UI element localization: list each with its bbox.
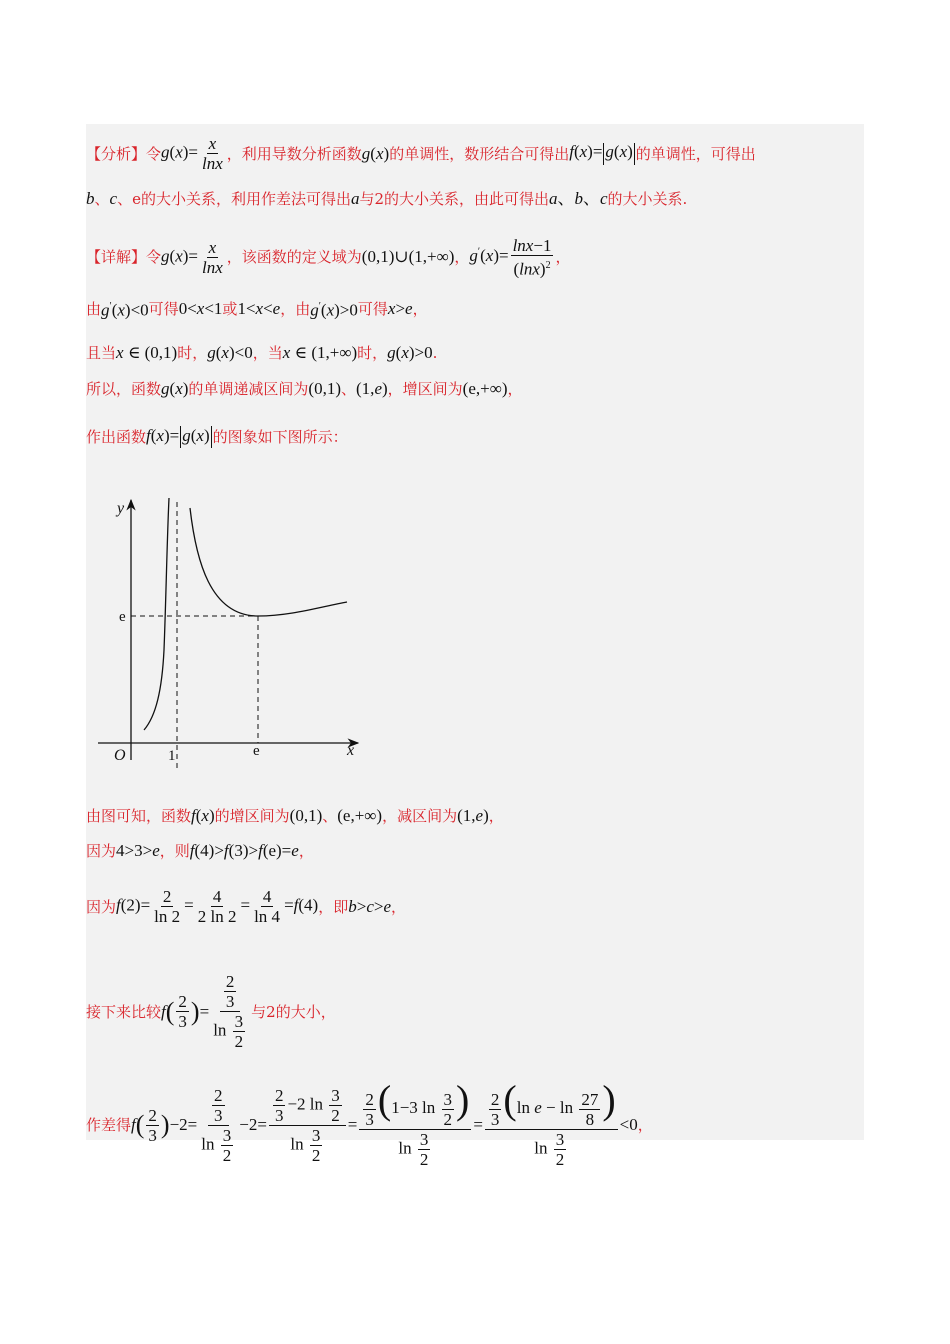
inc-text-4: ，减区间为: [382, 807, 458, 825]
analysis-text-6: 、e的大小关系，利用作差法可得出: [117, 190, 351, 208]
math-dec-2: (1,e): [356, 379, 388, 398]
analysis-text-5: 、: [94, 190, 110, 208]
difference-line: [86, 1077, 653, 1169]
sign-text-5: .: [432, 344, 438, 362]
math-range-3: x>e: [387, 298, 413, 318]
because2-text-2: ，即: [318, 897, 349, 916]
compare-text-1: 接下来比较: [86, 1002, 162, 1021]
math-b: b: [86, 189, 95, 208]
math-domain: (0,1)∪(1,+∞): [361, 247, 455, 267]
detail-text-4: ，: [555, 248, 571, 267]
deriv-text-5: 可得: [357, 299, 388, 318]
function-graph: [90, 490, 370, 775]
math-gx: g(x): [361, 143, 390, 163]
mono-text-5: ，: [507, 380, 523, 398]
deriv-text-4: ，由: [280, 299, 311, 318]
math-interval-2: x ∈ (1,+∞): [282, 343, 358, 362]
math-inc-1: (0,1): [289, 806, 323, 825]
math-f2-chain: f(2)= $\frac{2}{\ln 2}$ = $\frac{4}{2 \ln 2}$ = $\frac{4}{\ln 4}$ =f(4): [116, 887, 319, 926]
math-inc-2: (e,+∞): [337, 806, 383, 825]
diff-text-2: ，: [637, 1116, 653, 1135]
math-f-abs-2: f(x)= g(x): [146, 426, 213, 448]
math-g-neg: g(x)<0: [207, 343, 253, 362]
sign-text-4: 时，: [357, 344, 388, 362]
analysis-text-8: 的大小关系.: [607, 190, 688, 208]
mono-text-1: 所以，函数: [86, 380, 162, 398]
math-deriv-pos: g′(x)>0: [310, 300, 358, 320]
math-f-two-thirds: f ( 2 3 ) = $\frac{2}{3}$ ln $\frac{3}{2}$: [161, 972, 244, 1051]
detail-line-1: [86, 236, 570, 279]
tick-label-1: 1: [168, 748, 176, 764]
because1-text-2: ，则: [159, 842, 190, 860]
math-c: c: [109, 189, 118, 208]
math-g-def: g(x)= $\frac{x}{\ln x}$: [161, 134, 223, 173]
math-a: a: [350, 189, 360, 208]
math-g-pos: g(x)>0: [387, 343, 433, 362]
origin-label: O: [114, 747, 126, 764]
curve-left-branch: [144, 498, 169, 730]
detail-text-1: 令: [146, 248, 162, 267]
math-difference: f ( 2 3 ) −2= $\frac{2}{3}$ ln $\frac{3}{2}$ −2= $\frac{2}{3}$ −2 ln $\frac{3}{2}$ ln $\frac{3}{2}$ = $\frac{2}{3}$ (1−3 ln $\frac{3}{2}$ ) ln $\frac{3}{2}$ = $\frac{2}{3}$ (ln e − ln $\frac{27}{8}$ ) ln $\frac{3}{2}$ <0: [131, 1077, 638, 1169]
because1-text-3: ，: [298, 842, 314, 860]
tick-label-e-x: e: [253, 743, 260, 759]
math-f-abs: f(x)= g(x): [569, 142, 636, 164]
deriv-text-2: 可得: [148, 299, 179, 318]
math-derivative: g′(x)= $\frac{\ln x-1}{(\ln x)^2}$: [469, 236, 552, 279]
inc-text-2: 的增区间为: [214, 807, 290, 825]
because2-text-1: 因为: [86, 897, 117, 916]
compare-line: [86, 972, 336, 1051]
analysis-text-7: 与2的大小关系，由此可得出: [359, 190, 549, 208]
plot-intro-line: [86, 426, 348, 448]
curve-right-branch: [190, 508, 347, 616]
sign-text-3: ，当: [252, 344, 283, 362]
analysis-text-4: 的单调性，可得出: [635, 144, 756, 163]
math-ineq-1: 4>3>e: [116, 841, 160, 860]
sign-text-1: 且当: [86, 344, 117, 362]
math-dec-3: (1,e): [457, 806, 489, 825]
because-line-1: [86, 841, 314, 861]
inc-text-5: ，: [488, 807, 504, 825]
analysis-text-2: ，利用导数分析函数: [226, 144, 362, 163]
math-inc: (e,+∞): [462, 379, 508, 398]
mono-text-2: 的单调递减区间为: [188, 380, 309, 398]
math-range-2: 1<x<e: [237, 298, 281, 318]
detail-text-3: ，: [454, 248, 470, 267]
increase-line: [86, 806, 504, 826]
monotone-line: [86, 379, 523, 399]
math-ineq-3: b>c>e: [348, 896, 392, 916]
mono-text-4: ，增区间为: [387, 380, 463, 398]
because2-text-3: ，: [391, 897, 407, 916]
plot-text-2: 的图象如下图所示：: [212, 428, 348, 447]
analysis-line-1: [86, 134, 756, 173]
because-line-2: [86, 887, 406, 926]
deriv-text-3: 或: [222, 299, 238, 318]
detail-tag: 【详解】: [86, 248, 147, 267]
x-axis-label: x: [347, 742, 355, 759]
derivative-sign-line: [86, 297, 428, 321]
analysis-line-2: [86, 189, 687, 209]
inc-text-3: 、: [322, 807, 338, 825]
analysis-text-3: 的单调性，数形结合可得出: [389, 144, 570, 163]
detail-text-2: ，该函数的定义域为: [226, 248, 362, 267]
math-ineq-2: f(4)>f(3)>f(e)=e: [189, 841, 299, 860]
because1-text-1: 因为: [86, 842, 117, 860]
math-fx: f(x): [191, 806, 215, 825]
mono-text-3: 、: [341, 380, 357, 398]
sign-line: [86, 343, 437, 363]
analysis-tag: 【分析】: [86, 144, 147, 163]
y-axis-label: y: [117, 500, 125, 517]
compare-text-2: 与2的大小，: [251, 1002, 336, 1021]
math-range-1: 0<x<1: [178, 298, 223, 318]
math-interval-1: x ∈ (0,1): [116, 343, 178, 362]
math-deriv-neg: g′(x)<0: [101, 300, 149, 320]
plot-text-1: 作出函数: [86, 428, 147, 447]
sign-text-2: 时，: [177, 344, 208, 362]
math-abc: a、b、c: [549, 189, 608, 208]
deriv-text-1: 由: [86, 299, 102, 318]
inc-text-1: 由图可知，函数: [86, 807, 192, 825]
analysis-text-1: 令: [146, 144, 162, 163]
tick-label-e-y: e: [119, 609, 126, 625]
deriv-text-6: ，: [412, 299, 428, 318]
diff-text-1: 作差得: [86, 1116, 132, 1135]
math-gx-2: g(x): [161, 379, 189, 398]
math-g-def-2: g(x)= $\frac{x}{\ln x}$: [161, 237, 223, 277]
math-dec-1: (0,1): [308, 379, 341, 398]
